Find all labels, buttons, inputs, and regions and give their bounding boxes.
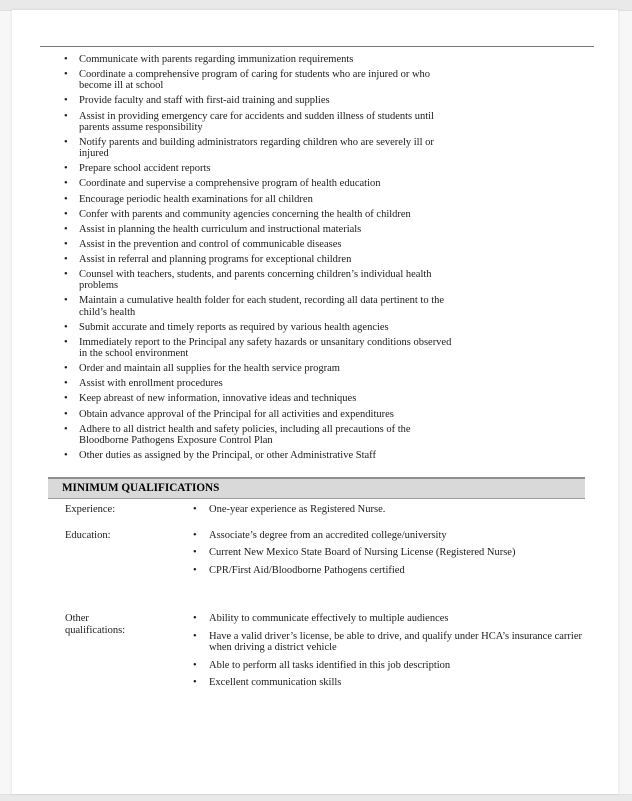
duty-item <box>64 378 462 389</box>
section-divider-rule <box>40 46 594 47</box>
duty-item <box>64 163 462 174</box>
bullet-icon <box>64 450 74 461</box>
duty-text: Confer with parents and community agencies concerning the health of children <box>79 208 411 220</box>
duty-text: Provide faculty and staff with first-aid training and supplies <box>79 95 330 107</box>
qualification-row-other <box>65 613 605 695</box>
qualification-item <box>193 565 598 577</box>
bullet-icon <box>64 163 74 174</box>
duty-item <box>64 409 462 420</box>
bullet-icon <box>64 424 74 435</box>
qualification-item <box>193 613 598 625</box>
duty-text: Maintain a cumulative health folder for each student, recording all data pertinent to the child’s health <box>79 295 445 318</box>
bullet-icon <box>64 378 74 389</box>
row-label: Other qualifications: <box>65 613 126 636</box>
duty-text: Notify parents and building administrators regarding children who are severely ill or injured <box>79 136 434 160</box>
bullet-icon <box>64 95 74 106</box>
bullet-icon <box>193 530 203 542</box>
duty-item <box>64 54 462 65</box>
duty-text: Assist in the prevention and control of communicable diseases <box>79 238 342 250</box>
qualification-item <box>193 631 598 654</box>
bullet-icon <box>193 660 203 672</box>
qualification-item <box>193 547 598 559</box>
duty-text: Prepare school accident reports <box>79 163 211 175</box>
qualification-item <box>193 660 598 672</box>
duty-text: Coordinate a comprehensive program of caring for students who are injured or who become ill at school <box>79 69 431 92</box>
duty-item <box>64 209 462 220</box>
qualification-text: Current New Mexico State Board of Nursing License (Registered Nurse) <box>209 547 516 558</box>
duty-text: Communicate with parents regarding immunization requirements <box>79 54 354 65</box>
bullet-icon <box>64 209 74 220</box>
duty-item <box>64 393 462 404</box>
duty-item <box>64 224 462 235</box>
qualification-text: Able to perform all tasks identified in this job description <box>209 659 451 671</box>
duty-item <box>64 194 462 205</box>
row-label: Experience: <box>65 504 116 515</box>
duty-text: Other duties as assigned by the Principal, or other Administrative Staff <box>79 450 376 462</box>
bullet-icon <box>64 239 74 250</box>
section-title: MINIMUM QUALIFICATIONS <box>62 482 220 494</box>
bullet-icon <box>193 547 203 559</box>
duty-item <box>64 363 462 374</box>
bullet-icon <box>64 322 74 333</box>
duty-item <box>64 337 462 360</box>
duty-text: Coordinate and supervise a comprehensive program of health education <box>79 178 381 190</box>
duty-item <box>64 295 462 318</box>
qualification-text: Excellent communication skills <box>209 677 342 688</box>
qualification-text: Ability to communicate effectively to multiple audiences <box>209 613 449 624</box>
bullet-icon <box>193 504 203 516</box>
duty-text: Assist with enrollment procedures <box>79 378 223 390</box>
duty-text: Order and maintain all supplies for the health service program <box>79 363 340 375</box>
bullet-icon <box>64 363 74 374</box>
qualification-items <box>193 613 598 695</box>
duty-item <box>64 178 462 189</box>
duty-text: Adhere to all district health and safety policies, including all precautions of the Bloodborne Pathogens Exposure Control Plan <box>79 423 411 446</box>
qualification-item <box>193 504 598 516</box>
bullet-icon <box>64 137 74 148</box>
qualification-text: Have a valid driver’s license, be able to drive, and qualify under HCA’s insurance carrier when driving a district vehicle <box>209 630 583 653</box>
duty-item <box>64 424 462 447</box>
qualification-item <box>193 530 598 542</box>
duty-text: Obtain advance approval of the Principal for all activities and expenditures <box>79 408 394 420</box>
bullet-icon <box>64 178 74 189</box>
duty-item <box>64 322 462 333</box>
bullet-icon <box>64 409 74 420</box>
qualification-item <box>193 677 598 689</box>
duty-text: Counsel with teachers, students, and parents concerning children’s individual health problems <box>79 269 432 292</box>
duty-text: Keep abreast of new information, innovative ideas and techniques <box>79 393 357 405</box>
bullet-icon <box>64 254 74 265</box>
duty-text: Assist in referral and planning programs for exceptional children <box>79 253 352 265</box>
duty-item <box>64 69 462 92</box>
qualification-text: One-year experience as Registered Nurse. <box>209 504 386 515</box>
bullet-icon <box>64 269 74 280</box>
qualification-items <box>193 504 598 522</box>
qualification-row-education <box>65 530 605 583</box>
document-page <box>12 10 618 794</box>
bullet-icon <box>64 295 74 306</box>
duty-text: Assist in providing emergency care for accidents and sudden illness of students until parents assume responsibility <box>79 110 434 133</box>
duty-item <box>64 95 462 106</box>
bullet-icon <box>193 631 203 643</box>
duty-text: Assist in planning the health curriculum and instructional materials <box>79 223 362 235</box>
bullet-icon <box>193 677 203 689</box>
qualification-items <box>193 530 598 583</box>
bullet-icon <box>64 393 74 404</box>
bullet-icon <box>64 337 74 348</box>
qualification-text: Associate’s degree from an accredited college/university <box>209 529 447 541</box>
duty-item <box>64 254 462 265</box>
bullet-icon <box>193 613 203 625</box>
duty-item <box>64 450 462 461</box>
duties-list <box>64 54 462 465</box>
minimum-qualifications-header-bar <box>48 477 585 499</box>
bullet-icon <box>64 69 74 80</box>
duty-text: Submit accurate and timely reports as required by various health agencies <box>79 321 389 333</box>
bullet-icon <box>64 224 74 235</box>
duty-text: Encourage periodic health examinations for all children <box>79 193 313 205</box>
qualification-text: CPR/First Aid/Bloodborne Pathogens certified <box>209 564 405 576</box>
duty-item <box>64 269 462 292</box>
duty-text: Immediately report to the Principal any safety hazards or unsanitary conditions observed in the school environment <box>79 336 452 360</box>
bullet-icon <box>193 565 203 577</box>
duty-item <box>64 137 462 160</box>
bullet-icon <box>64 111 74 122</box>
row-label: Education: <box>65 529 111 541</box>
duty-item <box>64 239 462 250</box>
qualification-row-experience <box>65 504 605 522</box>
bullet-icon <box>64 194 74 205</box>
qualifications-table <box>65 504 605 695</box>
duty-item <box>64 111 462 134</box>
bullet-icon <box>64 54 74 65</box>
